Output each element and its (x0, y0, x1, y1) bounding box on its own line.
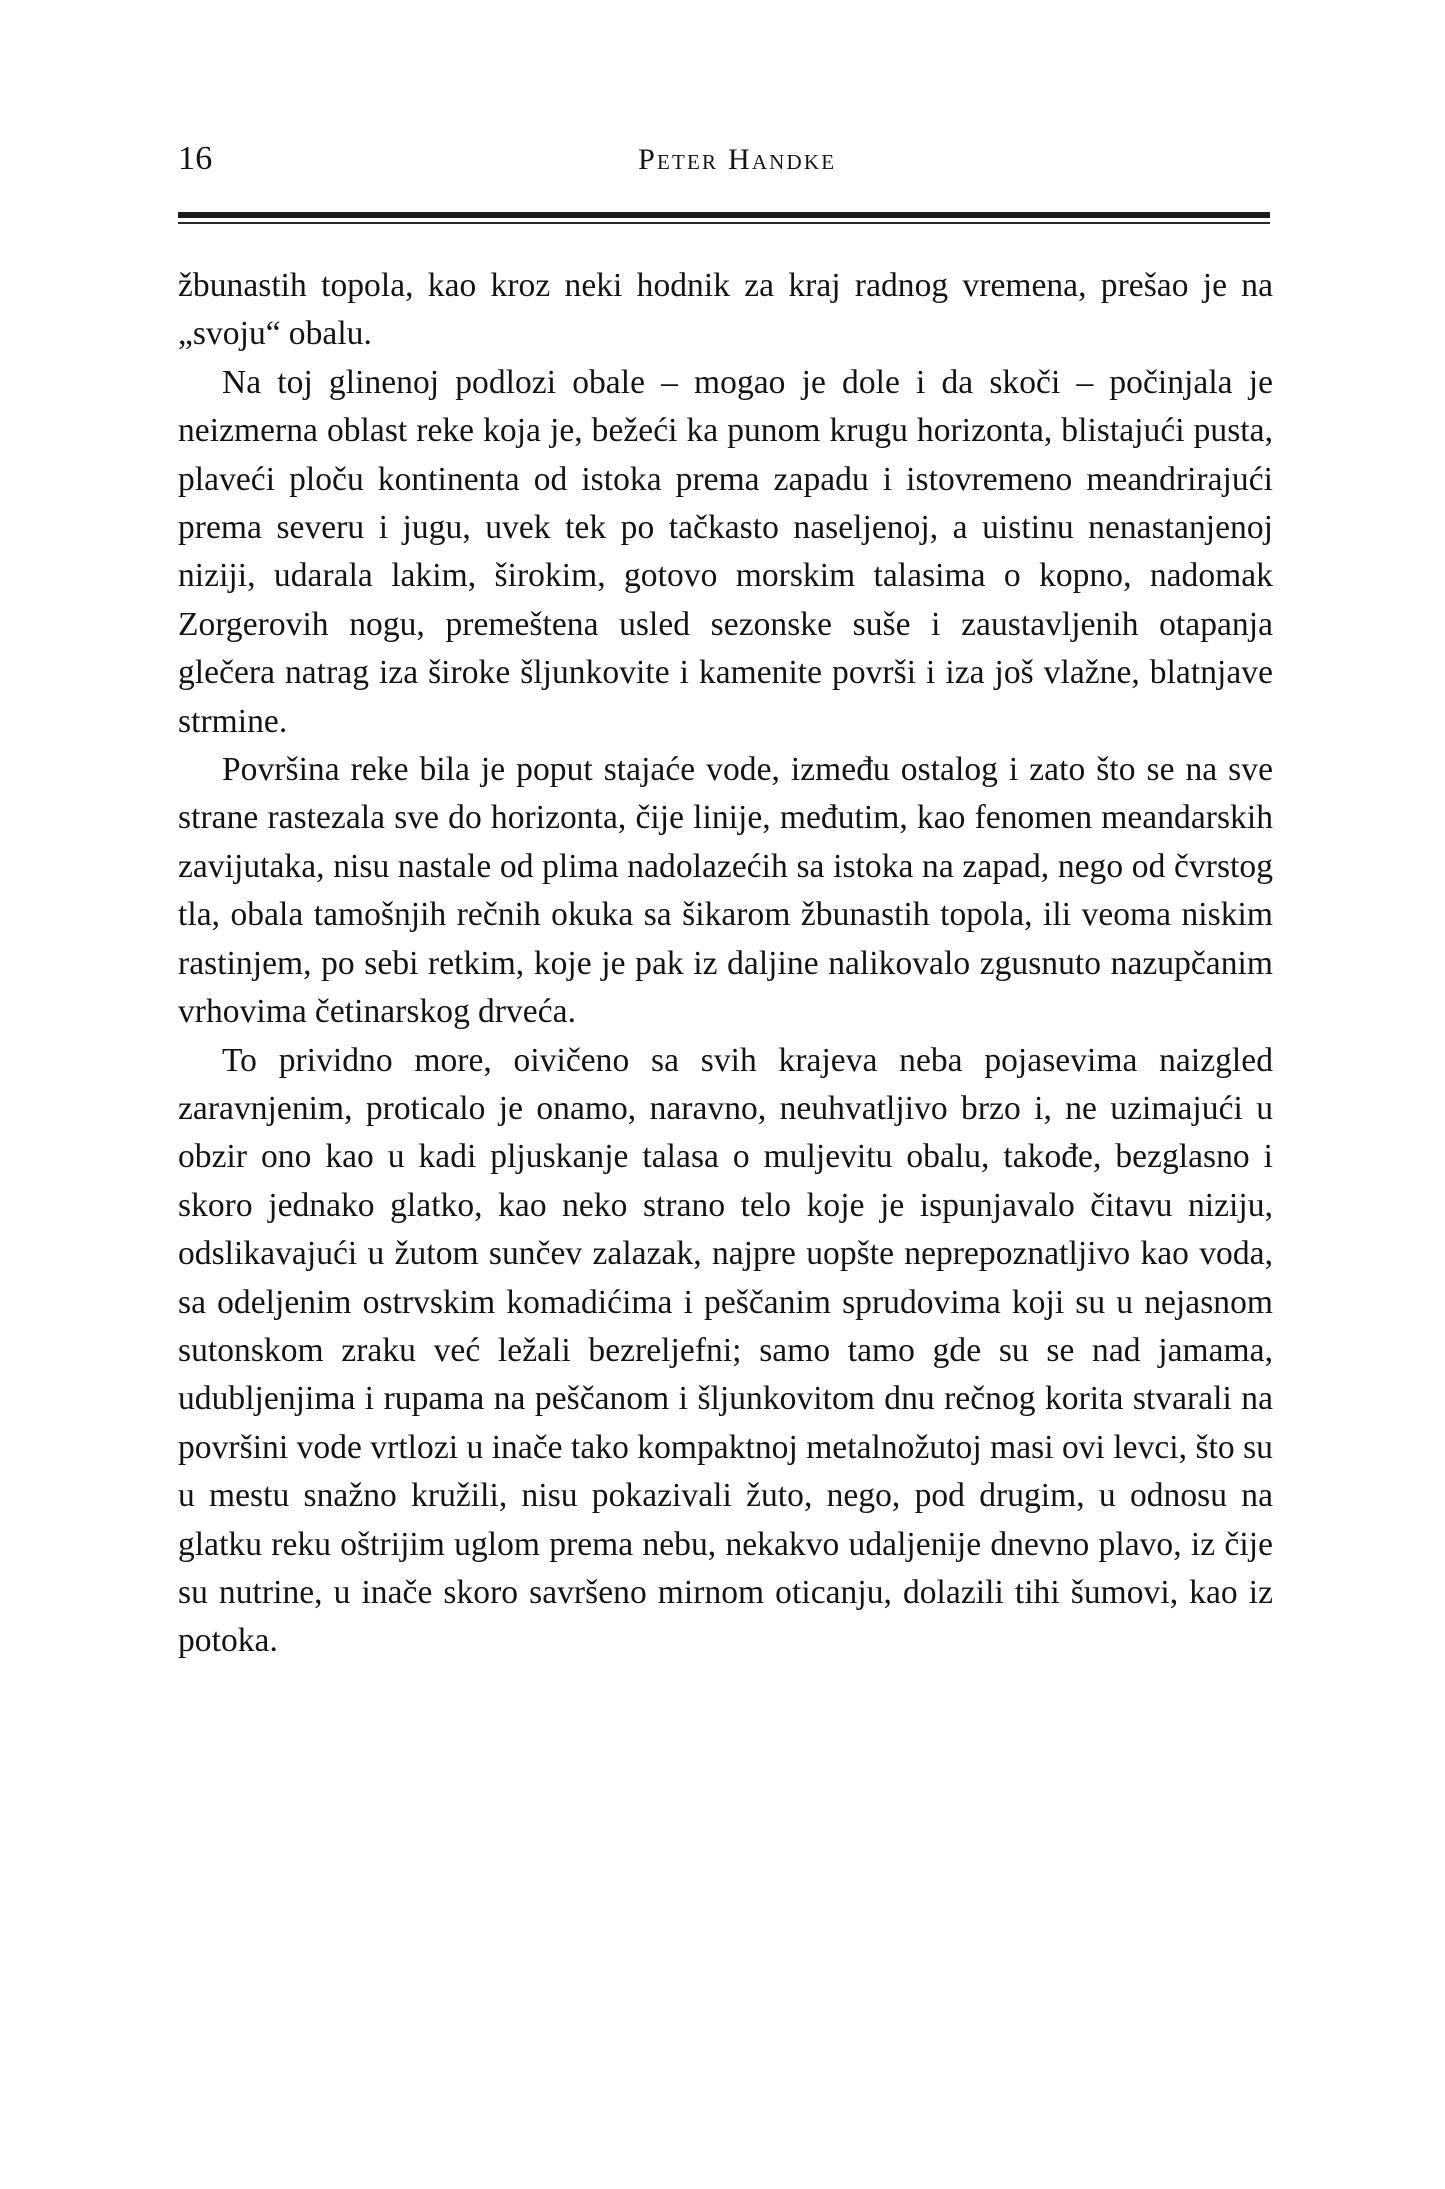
page-number: 16 (178, 140, 213, 177)
paragraph: Površina reke bila je poput stajaće vode, između ostalog i zato što se na sve strane rastezala sve do horizonta, čije linije, međutim, kao fenomen meandarskih zavijutaka, nisu nastale od plima nadolazećih sa istoka na zapad, nego od čvrstog tla, obala tamošnjih rečnih okuka sa šikarom žbunastih topola, ili veoma niskim rastinjem, po sebi retkim, koje je pak iz daljine nalikovalo zgusnuto nazupčanim vrhovima četinarskog drveća. (178, 751, 1273, 1031)
running-header (178, 142, 1270, 194)
paragraph: žbunastih topola, kao kroz neki hodnik za kraj radnog vremena, prešao je na „svoju“ obalu. (178, 267, 1273, 353)
header-double-rule (178, 212, 1270, 224)
paragraph: Na toj glinenoj podlozi obale – mogao je dole i da skoči – počinjala je neizmerna oblast reke koja je, bežeći ka punom krugu horizonta, blistajući pusta, plaveći ploču kontinenta od istoka prema zapadu i istovremeno meandrirajući prema severu i jugu, uvek tek po tačkasto naseljenoj, a uistinu nenastanjenoj niziji, udarala lakim, širokim, gotovo morskim talasima o kopno, nadomak Zorgerovih nogu, premeštena usled sezonske suše i zaustavljenih otapanja glečera natrag iza široke šljunkovite i kamenite površi i iza još vlažne, blatnjave strmine. (178, 363, 1273, 740)
paragraph: To prividno more, oivičeno sa svih krajeva neba pojasevima naizgled zaravnjenim, proticalo je onamo, naravno, neuhvatljivo brzo i, ne uzimajući u obzir ono kao u kadi pljuskanje talasa o muljevitu obalu, takođe, bezglasno i skoro jednako glatko, kao neko strano telo koje je ispunjavalo čitavu niziju, odslikavajući u žutom sunčev zalazak, najpre uopšte neprepoznatljivo kao voda, sa odeljenim ostrvskim komadićima i peščanim sprudovima koji su u nejasnom sutonskom zraku već ležali bezreljefni; samo tamo gde su se nad jamama, udubljenjima i rupama na peščanom i šljunkovitom dnu rečnog korita stvarali na površini vode vrtlozi u inače tako kompaktnoj metalnožutoj masi ovi levci, što su u mestu snažno kružili, nisu pokazivali žuto, nego, pod drugim, u odnosu na glatku reku oštrijim uglom prema nebu, nekakvo udaljenije dnevno plavo, iz čije su nutrine, u inače skoro savršeno mirnom oticanju, dolazili tihi šumovi, kao iz potoka. (178, 1041, 1273, 1660)
running-title: Peter Handke (638, 143, 837, 176)
body-text-block (178, 262, 1273, 1666)
rule-thin-line (178, 222, 1270, 224)
